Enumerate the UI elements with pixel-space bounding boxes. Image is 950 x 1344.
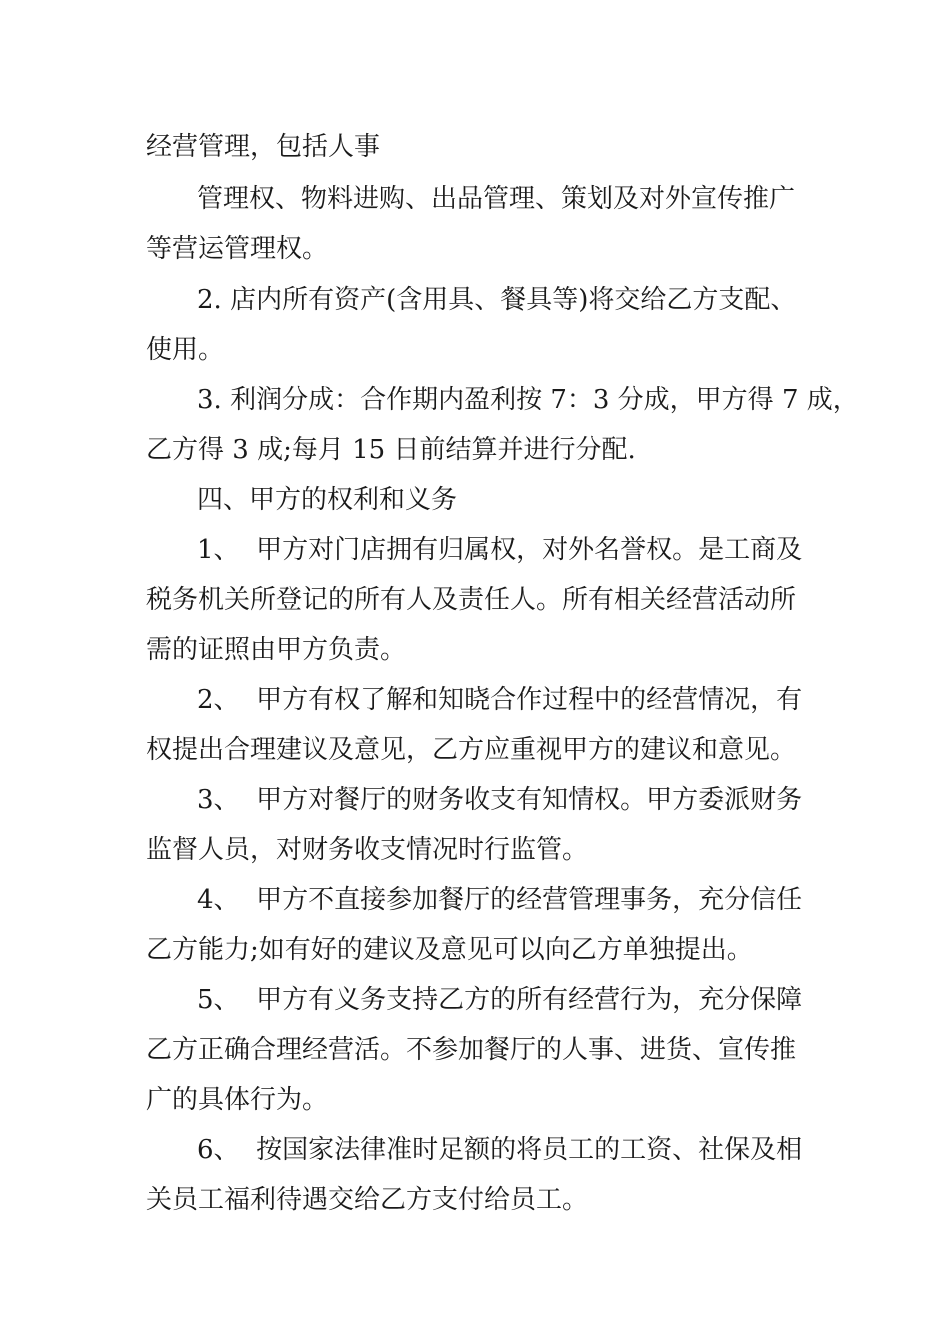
text-line: 2、 甲方有权了解和知晓合作过程中的经营情况，有	[197, 685, 803, 715]
text-line: 广的具体行为。	[146, 1085, 329, 1115]
text-line: 3、 甲方对餐厅的财务收支有知情权。甲方委派财务	[197, 785, 803, 815]
text-line: 等营运管理权。	[146, 234, 329, 264]
text-line: 乙方得 3 成;每月 15 日前结算并进行分配.	[146, 435, 636, 465]
text-line: 乙方正确合理经营活。不参加餐厅的人事、进货、宣传推	[146, 1035, 797, 1065]
text-line: 权提出合理建议及意见，乙方应重视甲方的建议和意见。	[146, 735, 797, 765]
text-line: 税务机关所登记的所有人及责任人。所有相关经营活动所	[146, 585, 797, 615]
text-line: 经营管理，包括人事	[146, 132, 381, 162]
section-heading: 四、甲方的权利和义务	[197, 485, 458, 515]
text-line: 管理权、物料进购、出品管理、策划及对外宣传推广	[197, 184, 796, 214]
text-line: 监督人员，对财务收支情况时行监管。	[146, 835, 589, 865]
text-line: 关员工福利待遇交给乙方支付给员工。	[146, 1185, 589, 1215]
text-line: 需的证照由甲方负责。	[146, 635, 407, 665]
text-line: 5、 甲方有义务支持乙方的所有经营行为，充分保障	[197, 985, 803, 1015]
text-line: 6、 按国家法律准时足额的将员工的工资、社保及相	[197, 1135, 803, 1165]
text-line: 3. 利润分成：合作期内盈利按 7：3 分成，甲方得 7 成，	[197, 385, 859, 415]
text-line: 使用。	[146, 335, 225, 365]
text-line: 4、 甲方不直接参加餐厅的经营管理事务，充分信任	[197, 885, 803, 915]
text-line: 乙方能力;如有好的建议及意见可以向乙方单独提出。	[146, 935, 753, 965]
text-line: 1、 甲方对门店拥有归属权，对外名誉权。是工商及	[197, 535, 803, 565]
text-line: 2. 店内所有资产(含用具、餐具等)将交给乙方支配、	[197, 285, 797, 315]
